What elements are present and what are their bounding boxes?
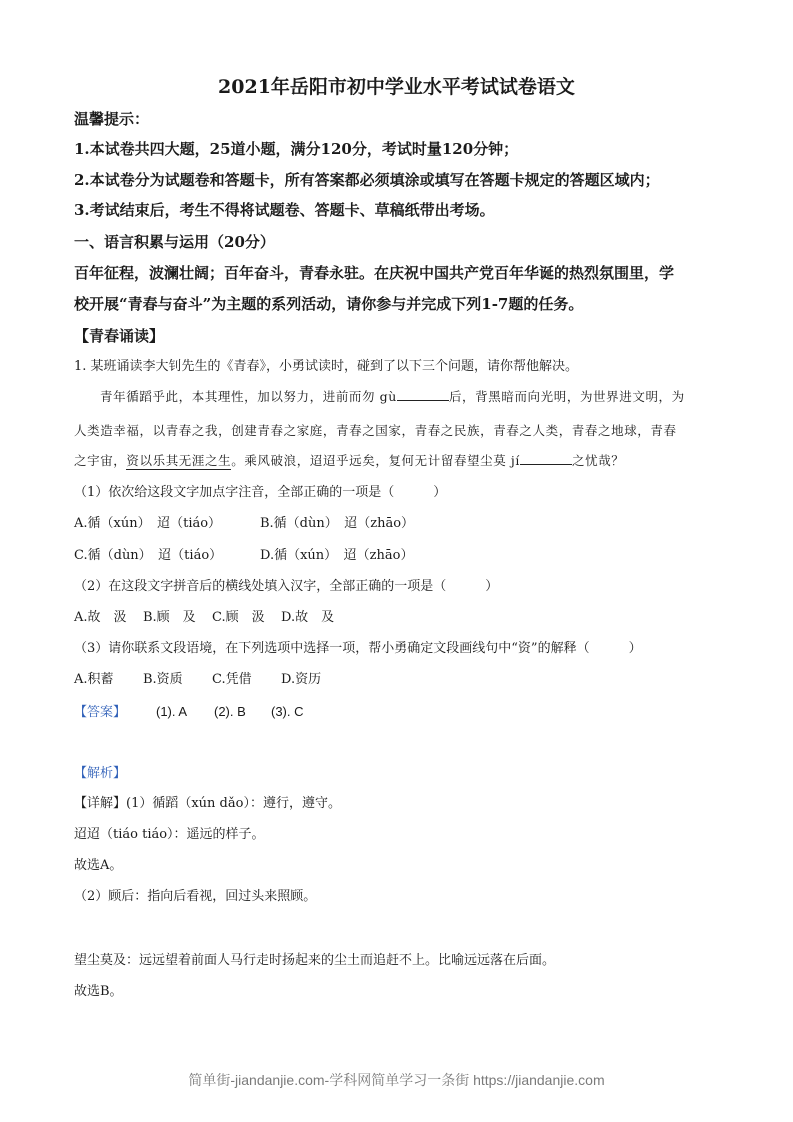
passage-text: 蹈乎此，本其理性，加以努力，进前而勿 gù	[139, 389, 397, 404]
passage-text: 之忧哉？	[572, 453, 625, 468]
dotted-char-tiao: 迢	[309, 453, 323, 468]
passage-text: 后，背黑暗而向光明，为世界进文明，为	[448, 389, 685, 404]
analysis-line: 【详解】(1）循蹈（xún dǎo）：遵行，遵守。	[74, 796, 341, 811]
subsection-heading: 【青春诵读】	[74, 327, 165, 345]
answer-row	[74, 703, 304, 722]
section-heading: 一、语言积累与运用（20分）	[74, 233, 275, 251]
sub-question-1-options-row-2	[74, 547, 413, 565]
answer-item: (1). A	[156, 704, 188, 719]
option-d: D.故 及	[281, 610, 335, 625]
option-d: D.循（xún） 迢（zhāo）	[260, 548, 414, 563]
option-c: C.凭借	[212, 672, 252, 687]
fill-blank	[397, 388, 449, 401]
section-intro-line-2: 校开展“青春与奋斗”为主题的系列活动，请你参与并完成下列1-7题的任务。	[74, 295, 584, 313]
option-d: D.资历	[281, 672, 322, 687]
analysis-line: 望尘莫及：远远望着前面人马行走时扬起来的尘土而追赶不上。比喻远远落在后面。	[74, 953, 556, 968]
section-intro-line-1: 百年征程，波澜壮阔；百年奋斗，青春永驻。在庆祝中国共产党百年华诞的热烈氛围里，学	[74, 264, 675, 282]
underlined-sentence: 资以乐其无涯之生	[126, 453, 232, 468]
option-a: A.积蓄	[74, 672, 114, 687]
analysis-line: 故选B。	[74, 984, 123, 999]
option-c: C.循（dùn） 迢（tiáo）	[74, 548, 223, 563]
sub-question-2: （2）在这段文字拼音后的横线处填入汉字，全部正确的一项是（ ）	[74, 579, 499, 594]
passage-text: 青年	[100, 389, 127, 404]
passage-text: 。乘风破浪，	[231, 453, 310, 468]
option-b: B.资质	[143, 672, 183, 687]
answer-tag: 【答案】	[74, 705, 127, 720]
passage-line-3	[74, 452, 624, 470]
dotted-char-xun: 循	[126, 389, 140, 404]
option-a: A.故 汲	[74, 610, 127, 625]
fill-blank	[520, 452, 572, 465]
option-b: B.顾 及	[143, 610, 196, 625]
passage-line-2: 人类造幸福，以青春之我，创建青春之家庭，青春之国家，青春之民族，青春之人类，青春之地球，青春	[74, 423, 677, 438]
sub-question-3-options	[74, 671, 321, 689]
passage-line-1	[100, 388, 685, 406]
notice-item-3: 3.考试结束后，考生不得将试题卷、答题卡、草稿纸带出考场。	[74, 201, 495, 219]
question-1-stem: 1. 某班诵读李大钊先生的《青春》，小勇试读时，碰到了以下三个问题，请你帮他解决。	[74, 359, 579, 374]
option-b: B.循（dùn） 迢（zhāo）	[260, 516, 415, 531]
analysis-line: 迢迢（tiáo tiáo）：遥远的样子。	[74, 827, 265, 842]
answer-item: (2). B	[214, 704, 246, 719]
analysis-line: （2）顾后：指向后看视，回过头来照顾。	[74, 889, 317, 904]
sub-question-2-options	[74, 609, 334, 627]
sub-question-3: （3）请你联系文段语境，在下列选项中选择一项，帮小勇确定文段画线句中“资”的解释（ ）	[74, 641, 642, 656]
passage-text: 之宇宙，	[74, 453, 127, 468]
option-a: A.循（xún） 迢（tiáo）	[74, 516, 222, 531]
page-title: 2021年岳阳市初中学业水平考试试卷语文	[218, 76, 575, 98]
option-c: C.顾 汲	[212, 610, 265, 625]
notice-item-2: 2.本试卷分为试题卷和答题卡，所有答案都必须填涂或填写在答题卡规定的答题区域内；	[74, 171, 660, 189]
sub-question-1: （1）依次给这段文字加点字注音，全部正确的一项是（ ）	[74, 485, 447, 500]
analysis-tag: 【解析】	[74, 766, 127, 781]
analysis-line: 故选A。	[74, 858, 123, 873]
answer-item: (3). C	[271, 704, 304, 719]
footer-watermark: 简单街-jiandanjie.com-学科网简单学习一条街 https://jiandanjie.com	[188, 1072, 605, 1088]
sub-question-1-options-row-1	[74, 515, 414, 533]
notice-heading: 温馨提示：	[74, 110, 150, 128]
passage-text: 迢乎远矣，复何无计留春望尘莫 jí	[322, 453, 520, 468]
notice-item-1: 1.本试卷共四大题，25道小题，满分120分，考试时量120分钟；	[74, 140, 519, 158]
